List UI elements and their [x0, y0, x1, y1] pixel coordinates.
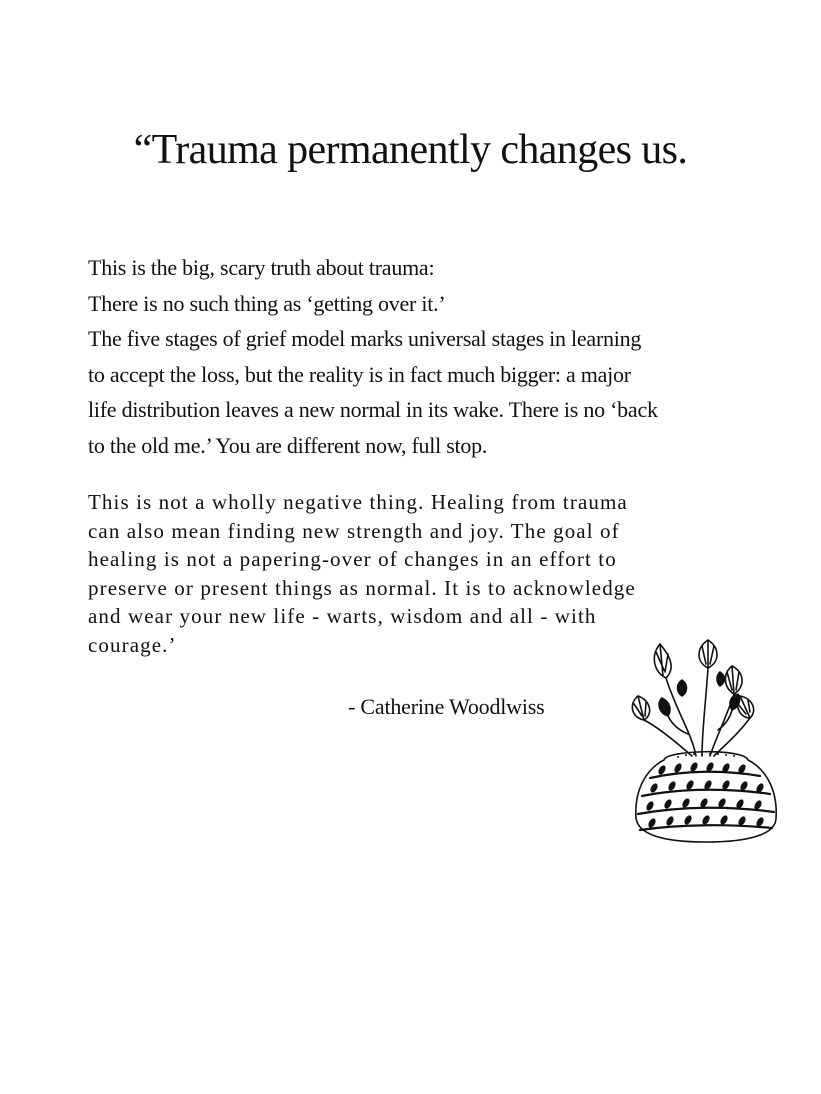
- paragraph-line: The five stages of grief model marks universal stages in learning: [88, 326, 642, 351]
- paragraph-line: preserve or present things as normal. It is to acknowledge: [88, 575, 636, 600]
- paragraph-line: This is the big, scary truth about trauma:: [88, 255, 435, 280]
- plant-leaves: [632, 640, 753, 720]
- paragraph-line: and wear your new life - warts, wisdom and all - with: [88, 604, 597, 629]
- paragraph-line: can also mean finding new strength and joy. The goal of: [88, 518, 620, 543]
- paragraph-line: to accept the loss, but the reality is in fact much bigger: a major: [88, 361, 631, 387]
- potted-plant-icon: [626, 638, 786, 848]
- paragraph-line: to the old me.’ You are different now, full stop.: [88, 432, 488, 458]
- quote-paragraph-1: [88, 250, 738, 463]
- quote-title: “Trauma permanently changes us.: [133, 127, 688, 173]
- paragraph-line: life distribution leaves a new normal in its wake. There is no ‘back: [88, 397, 658, 422]
- quote-paragraph-2: [88, 488, 748, 660]
- paragraph-line: This is not a wholly negative thing. Healing from trauma: [88, 490, 628, 514]
- paragraph-line: courage.’: [88, 632, 177, 657]
- paragraph-line: healing is not a papering-over of changes in an effort to: [88, 547, 617, 572]
- plant-pot: [636, 752, 776, 842]
- paragraph-line: There is no such thing as ‘getting over it.’: [88, 290, 446, 316]
- quote-attribution: - Catherine Woodlwiss: [348, 694, 545, 719]
